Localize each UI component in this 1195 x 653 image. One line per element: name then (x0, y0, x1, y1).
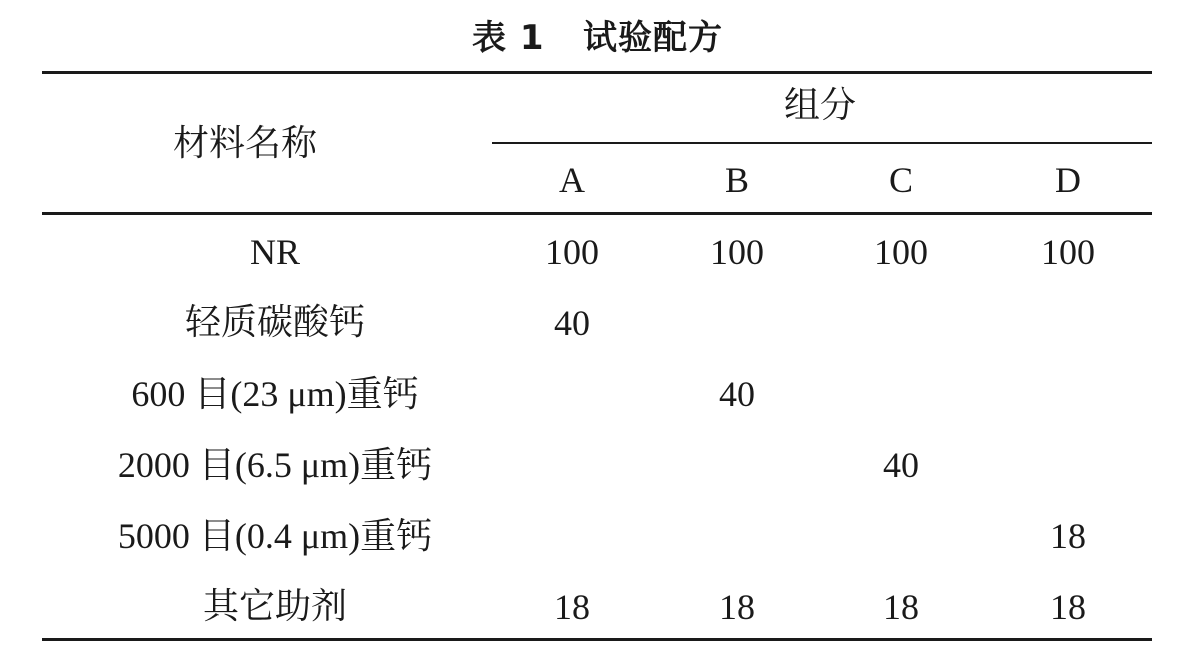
row-name-5000-mesh: 5000 目(0.4 μm)重钙 (117, 516, 433, 556)
cell-other-additives-d: 18 (1050, 587, 1086, 627)
cell-nr-a: 100 (545, 232, 599, 272)
cell-5000-mesh-d: 18 (1050, 516, 1086, 556)
column-header-a: A (559, 160, 585, 200)
cell-light-calcium-a: 40 (554, 303, 590, 343)
row-name-other-additives: 其它助剂 (202, 586, 347, 627)
cell-nr-b: 100 (710, 232, 764, 272)
row-name-light-calcium-carbonate: 轻质碳酸钙 (184, 302, 365, 343)
cell-other-additives-b: 18 (719, 587, 755, 627)
cell-nr-c: 100 (874, 232, 928, 272)
row-name-2000-mesh: 2000 目(6.5 μm)重钙 (117, 445, 433, 485)
cell-other-additives-a: 18 (554, 587, 590, 627)
material-name-header: 材料名称 (172, 123, 317, 164)
row-name-nr: NR (249, 232, 300, 272)
top-rule (42, 71, 1152, 74)
row-name-600-mesh: 600 目(23 μm)重钙 (131, 374, 419, 414)
column-header-b: B (724, 160, 749, 200)
column-header-c: C (888, 160, 913, 200)
group-header: 组分 (783, 85, 856, 126)
cell-600-mesh-b: 40 (719, 374, 755, 414)
column-header-d: D (1055, 160, 1081, 200)
cell-other-additives-c: 18 (883, 587, 919, 627)
header-rule (42, 212, 1152, 215)
group-rule (492, 142, 1152, 144)
table-title: 表 1 试验配方 (471, 18, 723, 58)
cell-nr-d: 100 (1041, 232, 1095, 272)
cell-2000-mesh-c: 40 (883, 445, 919, 485)
bottom-rule (42, 638, 1152, 641)
